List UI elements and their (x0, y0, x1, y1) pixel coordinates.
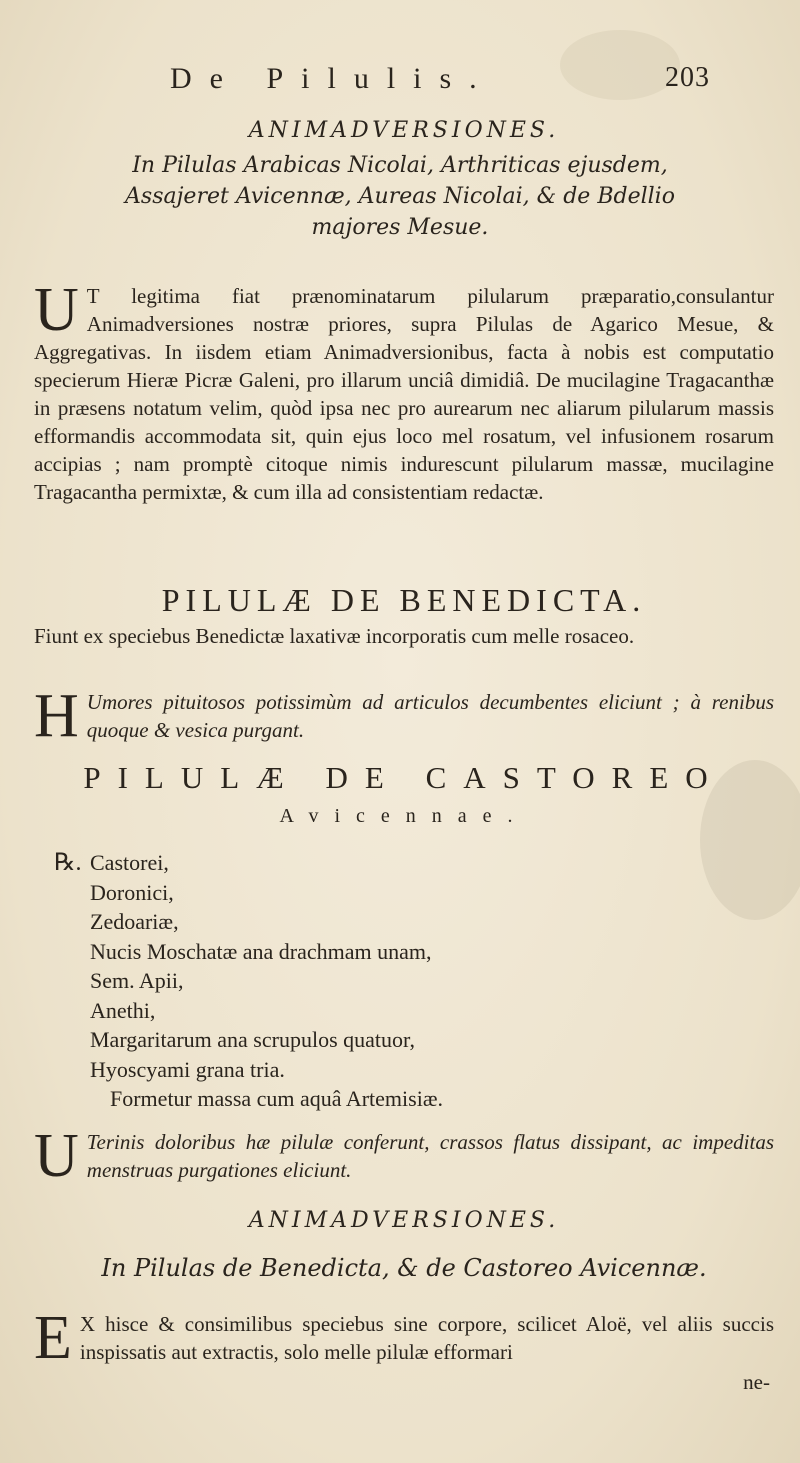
section4-subtitle: In Pilulas de Benedicta, & de Castoreo Avicennæ. (101, 1254, 707, 1282)
section3-author: Avicennae. (279, 805, 529, 827)
ingredient-item: Margaritarum ana scrupulos quatuor, (90, 1027, 415, 1052)
ingredient-item: Zedoariæ, (90, 909, 179, 934)
page-number: 203 (665, 62, 710, 93)
section1-dropcap: U (34, 276, 79, 344)
ingredient-item: Sem. Apii, (90, 968, 184, 993)
ingredient-item: Nucis Moschatæ ana drachmam unam, (90, 938, 432, 964)
section3-dropcap: U (34, 1122, 79, 1190)
ingredient-item: Doronici, (90, 879, 174, 905)
running-head (170, 62, 710, 96)
section3-paragraph (34, 1122, 774, 1190)
catchword: ne- (743, 1370, 770, 1394)
running-head-title: De Pilulis. (170, 62, 495, 95)
section3-heading: PILULÆ DE CASTOREO (83, 760, 725, 795)
section4-body: X hisce & consimilibus speciebus sine corpore, scilicet Aloë, vel aliis succis inspissatis aut extractis, solo melle pilulæ efformari (79, 1312, 774, 1364)
ingredient-item: Castorei, (90, 850, 169, 875)
ingredient-item: Hyoscyami grana tria. (90, 1056, 285, 1082)
ingredient-item: Formetur massa cum aquâ Artemisiæ. (110, 1086, 443, 1111)
ingredient-item: Anethi, (90, 997, 156, 1023)
section2-intro: Fiunt ex speciebus Benedictæ laxativæ incorporatis cum melle rosaceo. (34, 624, 635, 648)
section4-paragraph (34, 1304, 774, 1372)
section2-body: Umores pituitosos potissimùm ad articulos decumbentes eliciunt ; à renibus quoque & vesica purgant. (86, 690, 774, 742)
section1-body: T legitima fiat prænominatarum pilularum præparatio,consulantur Animadversiones nostræ priores, supra Pilulas de Agarico Mesue, & Aggregativas. In iisdem etiam Animadversionibus, facta à nobis est computatio specierum Hieræ Picræ Galeni, pro illarum unciâ dimidiâ. De mucilagine Tragacanthæ in præsens notatum velim, quòd ipsa nec pro aurearum nec aliarum pilularum massis efformandis accommodata sit, quin ejus loco mel rosatum, vel infusionem rosarum accipias ; nam promptè citoque nimis indurescunt pilularum massæ, mucilagine Tragacantha permixtæ, & cum illa ad consistentiam redactæ. (34, 284, 774, 504)
section1-subtitle: In Pilulas Arabicas Nicolai, Arthriticas ejusdem, Assajeret Avicennæ, Aureas Nicolai, & de Bdellio majores Mesue. (125, 153, 675, 240)
ingredient-list (90, 848, 443, 1114)
section4-heading: ANIMADVERSIONES. (248, 1208, 560, 1233)
section4-dropcap: E (34, 1304, 72, 1372)
section2-dropcap: H (34, 682, 79, 750)
recipe-symbol: ℞. (54, 850, 82, 876)
section1-paragraph (34, 276, 774, 506)
section2-heading: PILULÆ DE BENEDICTA. (161, 582, 647, 618)
section3-body: Terinis doloribus hæ pilulæ conferunt, crassos flatus dissipant, ac impeditas menstruas purgationes eliciunt. (86, 1130, 774, 1182)
section2-paragraph (34, 682, 774, 750)
section1-heading: ANIMADVERSIONES. (248, 118, 560, 143)
